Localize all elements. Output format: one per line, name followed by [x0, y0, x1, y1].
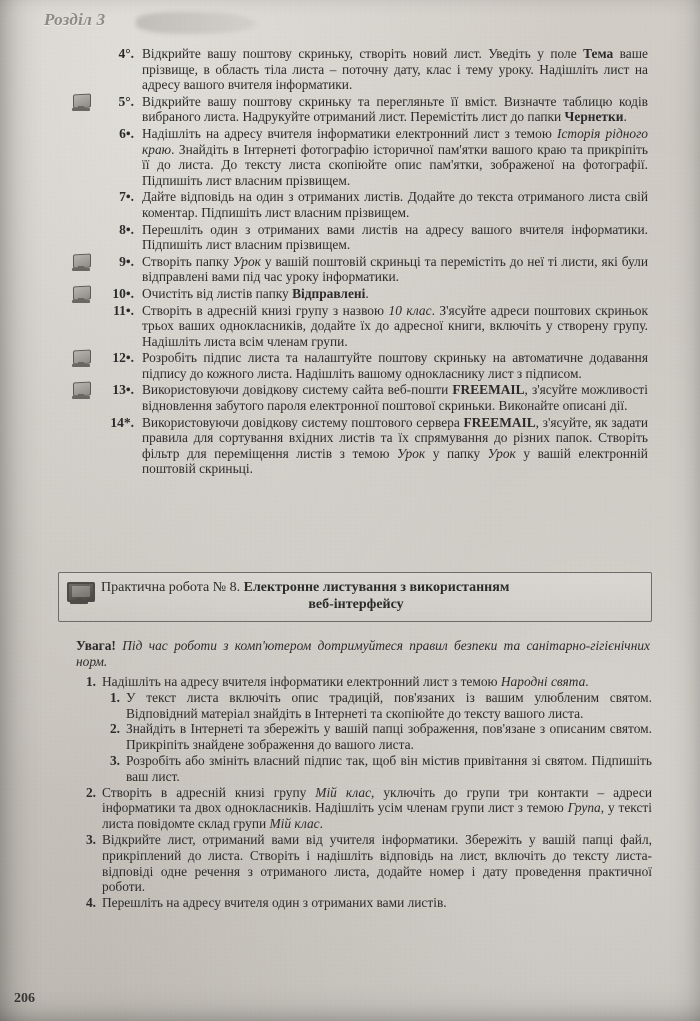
task-number: 3. [85, 831, 96, 847]
computer-icon [70, 94, 92, 112]
chapter-title: Розділ 3 [44, 10, 106, 29]
practical-work-title-line1: Електронне листування з використанням [243, 580, 510, 595]
computer-icon [70, 286, 92, 304]
computer-icon [70, 254, 92, 272]
subtask-text: У текст листа включіть опис традицій, пов'язаних із вашим улюбленим святом. Відповідний матеріал знайдіть в Інтернеті та скопіюйте до тексту вашого листа. [126, 689, 652, 721]
computer-icon [70, 382, 92, 400]
subtask-item [102, 690, 652, 722]
exercise-item [96, 350, 648, 381]
exercise-text: Використовуючи довідкову систему поштового сервера FREEMAIL, з'ясуйте, як задати правила для сортування вхідних листів та їх спрямування до різних папок. Створіть фільтр для переміщення листів з темою Урок у папку Урок у вашій електронній поштовій скриньці. [142, 414, 648, 477]
exercise-text: Створіть папку Урок у вашій поштовій скриньці та перемістіть до неї ті листи, які були відправлені вами під час уроку інформатики. [142, 253, 648, 285]
subtask-number: 3. [109, 752, 120, 768]
practical-work-title-line2: веб-інтерфейсу [308, 597, 404, 612]
exercise-number: 6•. [119, 125, 134, 141]
exercise-number: 10•. [112, 285, 134, 301]
task-item [76, 832, 652, 895]
exercise-item [96, 415, 648, 477]
exercise-text: Перешліть один з отриманих вами листів на адресу вашого вчителя інформатики. Підпишіть лист власним прізвищем. [142, 221, 648, 253]
exercise-text: Розробіть підпис листа та налаштуйте поштову скриньку на автоматичне додавання підпису до кожного листа. Надішліть вашому однокласнику лист з підписом. [142, 350, 648, 381]
exercise-text: Відкрийте вашу поштову скриньку, створіть новий лист. Уведіть у поле Тема ваше прізвище, в область тіла листа – поточну дату, клас і тему уроку. Надішліть лист на адресу вашого вчителя інформатики. [142, 46, 648, 93]
task-text: Відкрийте лист, отриманий вами від учителя інформатики. Збережіть у вашій папці файл, прикріплений до листа. Створіть і надішліть відповідь на лист, включіть до тексту листа-відповіді одне речення з отриманого листа, додайте номер і дату проведення практичної роботи. [102, 831, 652, 895]
exercise-number: 7•. [119, 189, 134, 205]
exercise-number: 14*. [110, 414, 134, 430]
exercise-number: 4°. [118, 46, 134, 61]
task-item [76, 674, 652, 690]
subtask-number: 2. [109, 721, 120, 737]
exercise-number: 8•. [119, 221, 134, 237]
subtask-list [102, 690, 652, 785]
exercise-number: 11•. [113, 302, 134, 318]
exercise-item [96, 254, 648, 285]
page-number: 206 [14, 991, 35, 1006]
exercise-number: 5°. [118, 93, 134, 109]
subtask-text: Розробіть або змініть власний підпис так, щоб він містив привітання зі святом. Підпишіть ваш лист. [126, 752, 652, 784]
warning-label: Увага! [76, 638, 116, 653]
task-text: Надішліть на адресу вчителя інформатики електронний лист з темою Народні свята. [102, 674, 589, 689]
exercise-list [96, 46, 648, 478]
exercise-item [96, 303, 648, 350]
task-list [76, 674, 652, 911]
exercise-item [96, 126, 648, 188]
task-number: 4. [85, 895, 96, 911]
warning-text: Під час роботи з комп'ютером дотримуйтеся правил безпеки та санітарно-гігієнічних норм. [76, 638, 650, 669]
exercise-number: 9•. [119, 253, 134, 269]
exercise-item [96, 94, 648, 125]
exercise-text: Створіть в адресній книзі групу з назвою 10 клас. З'ясуйте адреси поштових скриньок трьох ваших однокласників, додайте їх до адресної книги, включіть у створену групу. Надішліть листа всім членам групи. [142, 302, 648, 349]
exercise-number: 13•. [112, 382, 134, 398]
exercise-text: Використовуючи довідкову систему сайта веб-пошти FREEMAIL, з'ясуйте можливості відновлення забутого пароля електронної поштової скриньки. Виконайте описані дії. [142, 382, 648, 414]
computer-icon [67, 582, 93, 604]
task-item [76, 895, 652, 911]
subtask-item [102, 753, 652, 785]
subtask-item [102, 721, 652, 753]
safety-warning [76, 638, 650, 670]
task-text: Створіть в адресній книзі групу Мій клас, уключіть до групи три контакти – адреси інформатики та двох однокласників. Надішліть усім членам групи лист з темою Група, у тексті листа повідомте склад групи Мій клас. [102, 784, 653, 832]
exercise-item [96, 46, 648, 93]
task-text: Перешліть на адресу вчителя один з отриманих вами листів. [102, 895, 447, 911]
exercise-item [96, 286, 648, 302]
practical-work-banner [58, 572, 652, 622]
task-number: 2. [85, 784, 96, 800]
subtask-number: 1. [109, 689, 120, 705]
practical-work-label: Практична робота № 8. [101, 580, 241, 595]
exercise-number: 12•. [112, 350, 134, 366]
chapter-header-decoration [136, 12, 256, 34]
chapter-header [44, 10, 284, 38]
exercise-text: Відкрийте вашу поштову скриньку та перегляньте її вміст. Визначте таблицю кодів вибраного листа. Надрукуйте отриманий лист. Перемістіть лист до папки Чернетки. [142, 93, 648, 125]
exercise-text: Дайте відповідь на один з отриманих листів. Додайте до текста отриманого листа свій коментар. Підпишіть лист власним прізвищем. [142, 189, 648, 220]
computer-icon [70, 350, 92, 368]
exercise-text: Очистіть від листів папку Відправлені. [142, 285, 369, 301]
exercise-item [96, 382, 648, 413]
exercise-item [96, 189, 648, 220]
exercise-text: Надішліть на адресу вчителя інформатики електронний лист з темою Історія рідного краю. Знайдіть в Інтернеті фотографію історичної пам'ятки вашого краю та прикріпіть її до листа. До тексту листа скопіюйте опис пам'ятки, зображеної на фотографії. Підпишіть лист власним прізвищем. [142, 125, 648, 188]
subtask-text: Знайдіть в Інтернеті та збережіть у вашій папці зображення, пов'язане з описаним святом. Прикріпіть знайдене зображення до вашого листа. [126, 721, 652, 753]
exercise-item [96, 222, 648, 253]
task-number: 1. [85, 674, 96, 689]
task-item [76, 785, 652, 832]
